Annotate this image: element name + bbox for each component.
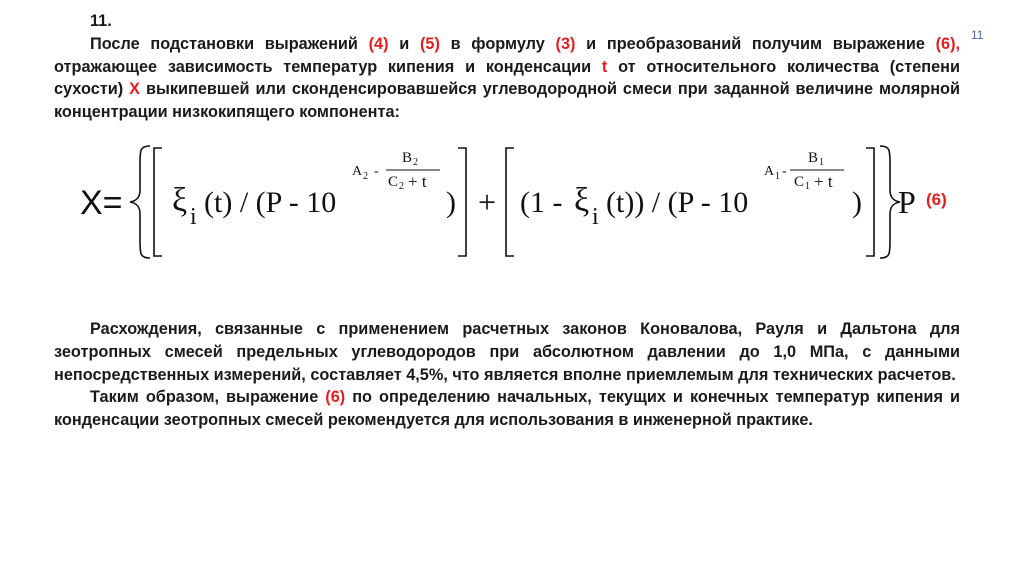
left-bracket-1-shape <box>154 148 162 256</box>
xi-subscript-2: i <box>592 204 599 230</box>
intro-segment: отражающее зависимость температур кипения и конденсации <box>54 57 602 76</box>
exp-b1-sub: 1 <box>819 157 824 168</box>
exp-b1: B <box>808 150 819 166</box>
variable-t: t <box>601 57 608 76</box>
formula-lhs: X= <box>80 184 123 222</box>
formula-ref-3: (3) <box>555 34 576 53</box>
variable-x: X <box>129 80 140 99</box>
intro-segment: После подстановки выражений <box>90 34 369 53</box>
conclusion-paragraph-2 <box>54 386 960 432</box>
intro-paragraph <box>54 33 960 124</box>
xi-subscript-1: i <box>190 204 197 230</box>
conclusion-segment: Таким образом, выражение <box>90 388 326 407</box>
exp-a2: A <box>352 164 363 179</box>
left-brace-shape <box>130 146 150 258</box>
formula-ref-4: (4) <box>368 34 389 53</box>
pressure-p: P <box>898 184 916 220</box>
exp-a1-sub: 1 <box>775 171 780 182</box>
term-2-text-a: (1 - <box>520 186 563 219</box>
conclusion-text <box>54 318 960 432</box>
exp-plus-t-2: + t <box>408 172 427 191</box>
exp-minus-2: - <box>374 164 379 179</box>
plus-sign: + <box>478 184 497 220</box>
intro-segment: и преобразований получим выражение <box>575 34 936 53</box>
exp-c1: C <box>794 174 805 190</box>
intro-segment: и <box>388 34 420 53</box>
right-bracket-2-shape <box>866 148 874 256</box>
right-bracket-1-shape <box>458 148 466 256</box>
formula-ref-5: (5) <box>419 34 440 53</box>
page-number: 11 <box>971 28 984 42</box>
conclusion-segment: по определению начальных, текущих и конечных температур кипения и конденсации зеотропных смесей рекомендуется для использования в инженерной практике. <box>54 388 960 430</box>
exp-b2-sub: 2 <box>413 157 418 168</box>
formula-brackets <box>0 140 1024 265</box>
exp-a1: A <box>764 164 775 179</box>
term-1-close: ) <box>446 186 456 219</box>
formula-6 <box>0 140 1024 265</box>
section-number: 11. <box>90 12 112 30</box>
term-2-close: ) <box>852 186 862 219</box>
exp-c1-sub: 1 <box>805 181 810 192</box>
xi-symbol-2: ξ <box>574 182 590 219</box>
intro-text <box>54 10 960 124</box>
right-brace-shape <box>880 146 900 258</box>
exp-a2-sub: 2 <box>363 171 368 182</box>
exp-c2: C <box>388 174 399 190</box>
intro-segment: от относительного количества (степени сухости) <box>54 57 960 99</box>
term-1-text: (t) / (P - 10 <box>204 186 337 219</box>
xi-symbol-1: ξ <box>172 182 188 219</box>
exp-b2: B <box>402 150 413 166</box>
formula-ref-6-conclusion: (6) <box>325 388 346 407</box>
exp-c2-sub: 2 <box>399 181 404 192</box>
term-2-text-b: (t)) / (P - 10 <box>606 186 749 219</box>
exp-plus-t-1: + t <box>814 172 833 191</box>
formula-ref-6: (6), <box>935 34 961 53</box>
exp-minus-1: - <box>782 164 787 179</box>
intro-segment: выкипевшей или сконденсировавшейся углеводородной смеси при заданной величине молярной концентрации низкокипящего компонента: <box>54 80 960 122</box>
conclusion-paragraph-1: Расхождения, связанные с применением расчетных законов Коновалова, Рауля и Дальтона для зеотропных смесей предельных углеводородов при абсолютном давлении до 1,0 МПа, с данными непосредственных измерений, составляет 4,5%, что является вполне приемлемым для технических расчетов. <box>54 320 960 384</box>
equation-label: (6) <box>926 190 947 209</box>
left-bracket-2-shape <box>506 148 514 256</box>
intro-segment: в формулу <box>439 34 556 53</box>
